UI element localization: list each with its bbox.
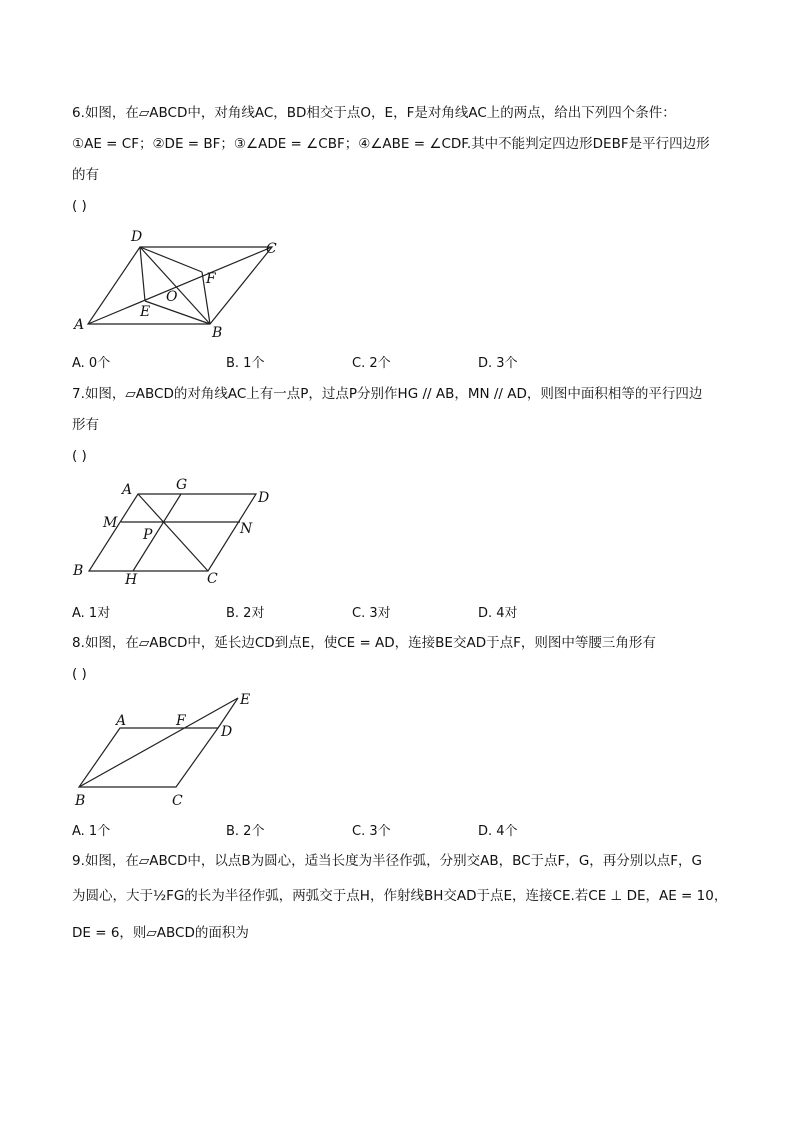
q6-line-2: ①AE = CF；②DE = BF；③∠ADE = ∠CBF；④∠ABE = ∠CDF.其中不能判定四边形DEBF是平行四边形 xyxy=(72,136,710,152)
q6-label-e: E xyxy=(140,304,151,320)
q8-option-b[interactable]: B. 2个 xyxy=(226,824,265,839)
q7-option-d[interactable]: D. 4对 xyxy=(478,606,518,621)
q7-label-p: P xyxy=(143,527,153,543)
q8-option-c[interactable]: C. 3个 xyxy=(352,824,391,839)
q6-figure xyxy=(60,225,300,340)
q9-line-3: DE = 6，则▱ABCD的面积为 xyxy=(72,925,249,941)
q6-label-c: C xyxy=(266,241,277,257)
q6-diagonal-ac xyxy=(88,247,272,324)
q6-label-b: B xyxy=(212,325,223,341)
q6-label-a: A xyxy=(74,317,85,333)
q9-line-1: 9.如图，在▱ABCD中，以点B为圆心，适当长度为半径作弧，分别交AB，BC于点F，G，再分别以点F，G xyxy=(72,853,703,869)
q7-answer-paren: ( ) xyxy=(72,448,87,464)
q8-option-a[interactable]: A. 1个 xyxy=(72,824,111,839)
q8-line-1: 8.如图，在▱ABCD中，延长边CD到点E，使CE = AD，连接BE交AD于点F，则图中等腰三角形有 xyxy=(72,635,656,651)
q7-line-2: 形有 xyxy=(72,417,99,433)
q7-label-h: H xyxy=(125,572,138,588)
q6-answer-paren: ( ) xyxy=(72,198,87,214)
q6-segment-df xyxy=(140,247,202,272)
q7-figure xyxy=(60,476,290,591)
q6-segment-de xyxy=(140,247,145,301)
q8-label-b: B xyxy=(75,793,86,809)
q8-label-a: A xyxy=(116,713,127,729)
q7-option-a[interactable]: A. 1对 xyxy=(72,606,111,621)
q6-option-b[interactable]: B. 1个 xyxy=(226,356,265,371)
q6-option-d[interactable]: D. 3个 xyxy=(478,356,518,371)
q7-label-d: D xyxy=(258,490,270,506)
q6-label-f: F xyxy=(206,271,216,287)
q6-line-1: 6.如图，在▱ABCD中，对角线AC，BD相交于点O，E，F是对角线AC上的两点，给出下列四个条件： xyxy=(72,105,676,121)
q8-segment-be xyxy=(79,698,238,787)
q8-label-d: D xyxy=(221,724,233,740)
q8-label-e: E xyxy=(240,692,251,708)
q8-label-f: F xyxy=(176,713,186,729)
q7-option-c[interactable]: C. 3对 xyxy=(352,606,391,621)
q7-label-c: C xyxy=(207,571,218,587)
q7-option-b[interactable]: B. 2对 xyxy=(226,606,265,621)
q6-label-d: D xyxy=(131,229,143,245)
q6-diagonal-bd xyxy=(140,247,210,324)
q7-label-g: G xyxy=(176,477,188,493)
q8-parallelogram xyxy=(79,728,218,787)
q8-answer-paren: ( ) xyxy=(72,666,87,682)
q6-line-3: 的有 xyxy=(72,167,99,183)
q6-option-a[interactable]: A. 0个 xyxy=(72,356,111,371)
q8-figure xyxy=(60,688,280,813)
q6-option-c[interactable]: C. 2个 xyxy=(352,356,391,371)
q7-label-b: B xyxy=(73,563,84,579)
q9-line-2: 为圆心，大于½FG的长为半径作弧，两弧交于点H，作射线BH交AD于点E，连接CE.若CE ⊥ DE，AE = 10， xyxy=(72,888,728,904)
q8-label-c: C xyxy=(172,793,183,809)
q8-option-d[interactable]: D. 4个 xyxy=(478,824,518,839)
q7-label-m: M xyxy=(103,515,118,531)
q7-label-a: A xyxy=(122,482,133,498)
q7-label-n: N xyxy=(240,521,253,537)
q7-line-1: 7.如图，▱ABCD的对角线AC上有一点P，过点P分别作HG // AB，MN // AD，则图中面积相等的平行四边 xyxy=(72,386,703,402)
q6-label-o: O xyxy=(166,289,178,305)
